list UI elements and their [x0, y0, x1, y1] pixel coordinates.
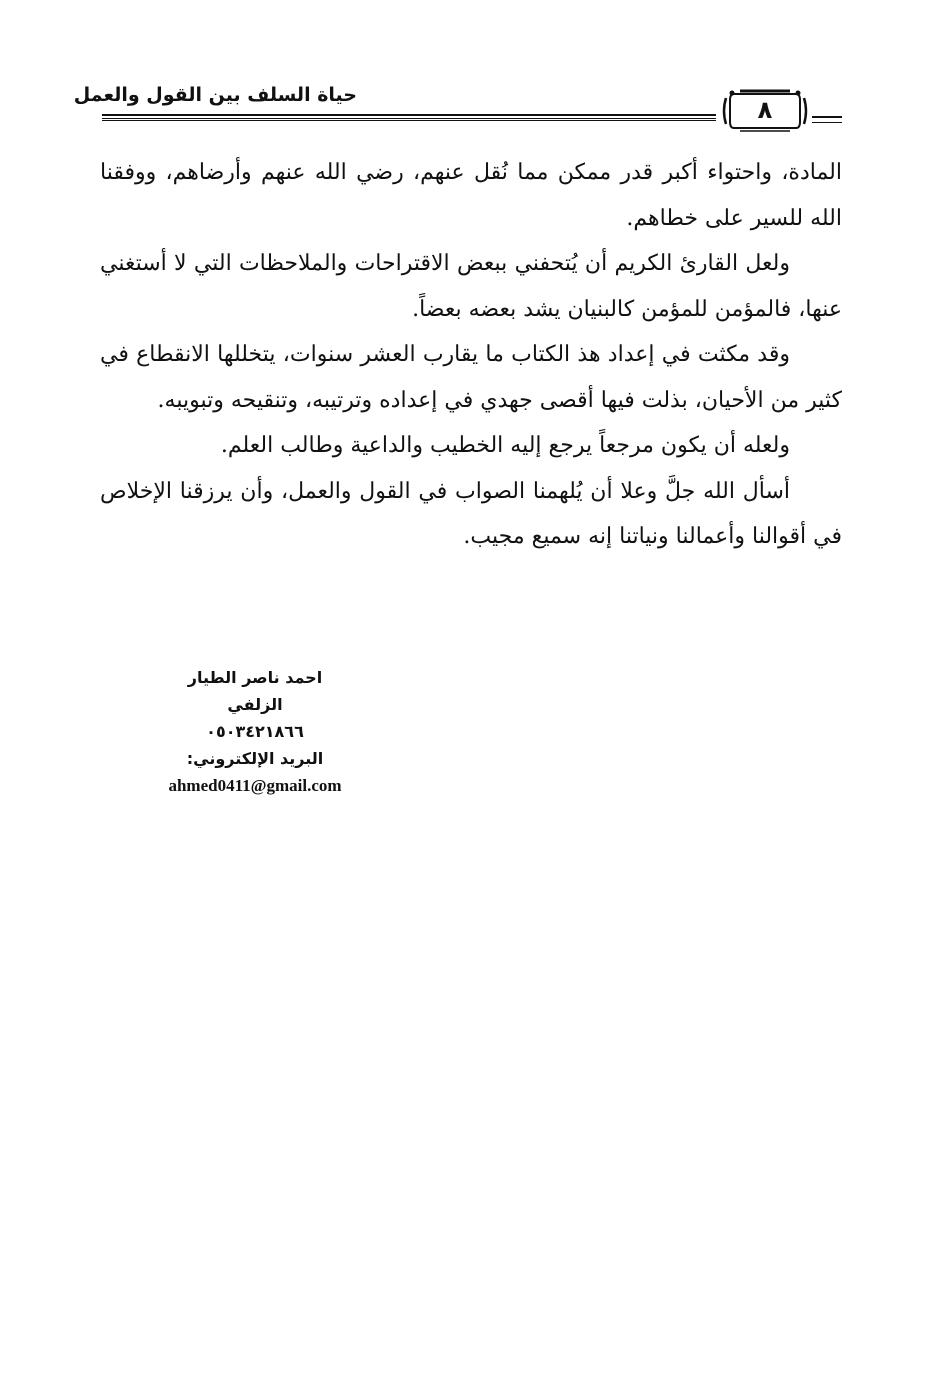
paragraph: وقد مكثت في إعداد هذ الكتاب ما يقارب العشر سنوات، يتخللها الانقطاع في كثير من الأحيان، بذلت فيها أقصى جهدي في إعداده وترتيبه، وتنقيحه وتبويبه. [100, 342, 842, 413]
header-rule-thin [102, 120, 716, 121]
running-title: حياة السلف بين القول والعمل [73, 84, 357, 106]
email-label: البريد الإلكتروني: [186, 749, 324, 768]
author-place: الزلفي [227, 695, 283, 714]
paragraph: ولعله أن يكون مرجعاً يرجع إليه الخطيب والداعية وطالب العلم. [220, 433, 790, 458]
author-email: ahmed0411@gmail.com [168, 776, 342, 795]
header-rule [102, 114, 716, 119]
page-number-frame [720, 88, 810, 134]
page-number: ٨ [757, 96, 773, 124]
paragraph: أسأل الله جلَّ وعلا أن يُلهمنا الصواب في القول والعمل، وأن يرزقنا الإخلاص في أقوالنا وأعمالنا ونياتنا إنه سميع مجيب. [100, 478, 842, 549]
header-rule-right [812, 116, 842, 123]
page-header [73, 78, 842, 138]
signature-block [120, 664, 390, 799]
paragraph: المادة، واحتواء أكبر قدر ممكن مما نُقل عنهم، رضي الله عنهم وأرضاهم، ووفقنا الله للسير على خطاهم. [100, 160, 842, 231]
body-text [100, 150, 842, 560]
paragraph: ولعل القارئ الكريم أن يُتحفني ببعض الاقتراحات والملاحظات التي لا أستغني عنها، فالمؤمن للمؤمن كالبنيان يشد بعضه بعضاً. [100, 251, 842, 322]
author-name: احمد ناصر الطيار [187, 668, 323, 687]
author-phone: ٠٥٠٣٤٢١٨٦٦ [206, 722, 304, 741]
